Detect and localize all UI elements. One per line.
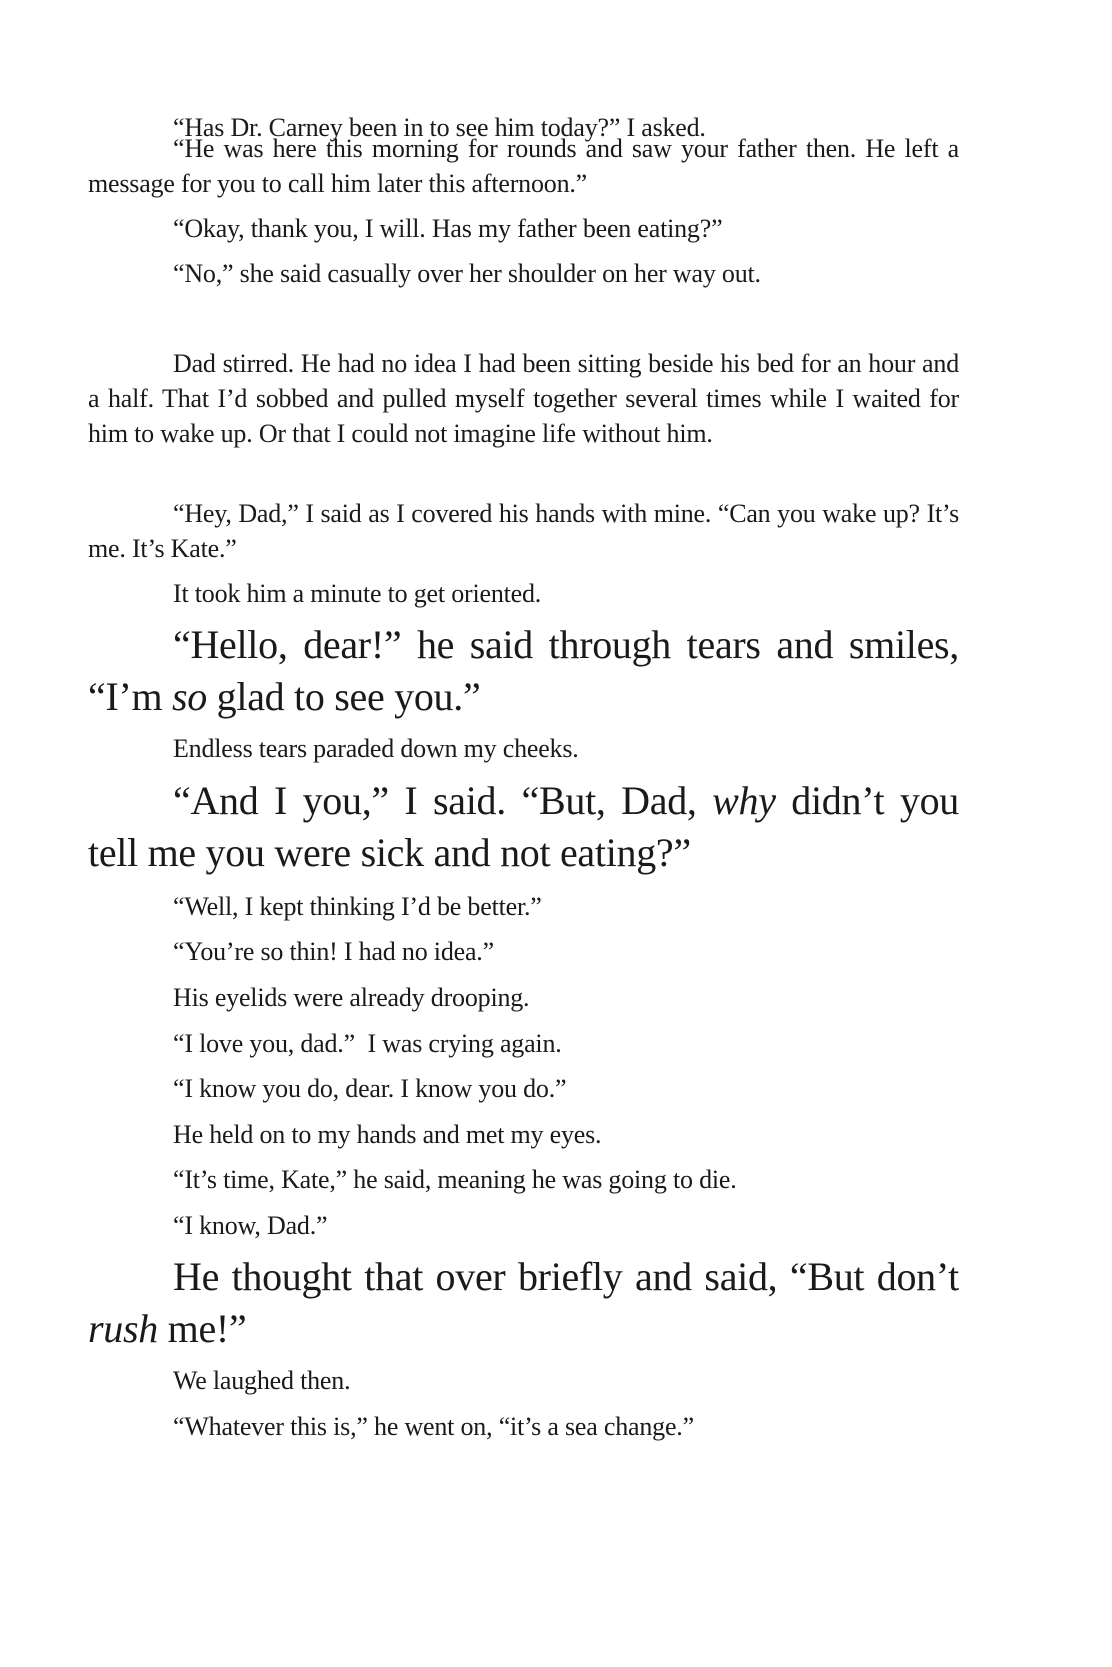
paragraph: It took him a minute to get oriented.: [173, 579, 542, 608]
paragraph: He held on to my hands and met my eyes.: [173, 1120, 602, 1149]
text-run: “Hello, dear!” he said through tears and smiles, “I’m: [88, 622, 959, 719]
paragraph-large: [88, 619, 959, 723]
paragraph: “Okay, thank you, I will. Has my father been eating?”: [173, 214, 723, 243]
emphasis: why: [712, 778, 776, 823]
paragraph: “I know, Dad.”: [173, 1211, 328, 1240]
paragraph: We laughed then.: [173, 1366, 351, 1395]
paragraph: “You’re so thin! I had no idea.”: [173, 937, 494, 966]
text-run: “And I you,” I said. “But, Dad,: [173, 778, 713, 823]
paragraph: “No,” she said casually over her shoulder on her way out.: [173, 259, 761, 288]
paragraph: “Whatever this is,” he went on, “it’s a sea change.”: [173, 1412, 694, 1441]
paragraph-large: [88, 1251, 959, 1355]
paragraph: “It’s time, Kate,” he said, meaning he was going to die.: [173, 1165, 737, 1194]
paragraph: His eyelids were already drooping.: [173, 983, 530, 1012]
paragraph: “I know you do, dear. I know you do.”: [173, 1074, 567, 1103]
paragraph: “Hey, Dad,” I said as I covered his hands with mine. “Can you wake up? It’s me. It’s Kate.”: [88, 499, 959, 563]
paragraph: “Has Dr. Carney been in to see him today?” I asked.: [173, 113, 706, 142]
emphasis: rush: [88, 1306, 158, 1351]
text-run: He thought that over briefly and said, “But don’t: [173, 1254, 959, 1299]
text-run: me!”: [157, 1306, 247, 1351]
paragraph-large: [88, 775, 959, 879]
paragraph: Endless tears paraded down my cheeks.: [173, 734, 579, 763]
paragraph: “Well, I kept thinking I’d be better.”: [173, 892, 542, 921]
text-run: didn’t you tell me you were sick and not eating?”: [88, 778, 959, 875]
text-run: glad to see you.”: [206, 674, 481, 719]
paragraph: “He was here this morning for rounds and saw your father then. He left a message for you to call him later this afternoon.”: [88, 134, 959, 198]
paragraph: Dad stirred. He had no idea I had been sitting beside his bed for an hour and a half. That I’d sobbed and pulled myself together several times while I waited for him to wake up. Or that I could not imagine life without him.: [88, 349, 959, 448]
paragraph: “I love you, dad.” I was crying again.: [173, 1029, 562, 1058]
emphasis: so: [172, 674, 207, 719]
